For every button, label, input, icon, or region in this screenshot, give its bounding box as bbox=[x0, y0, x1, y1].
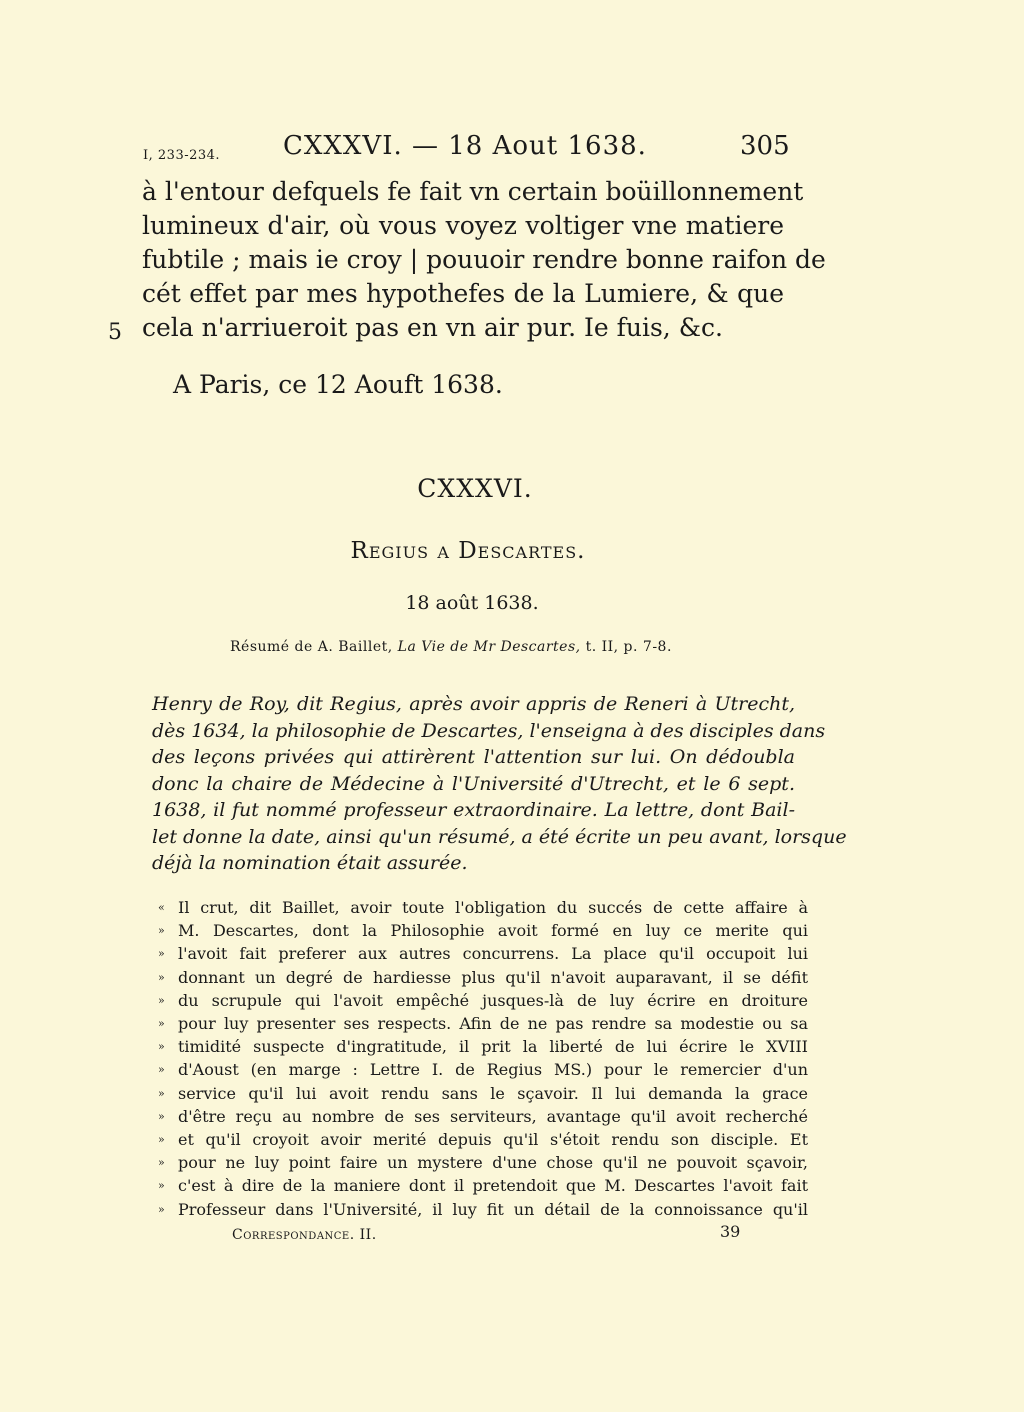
quote-line bbox=[158, 1151, 808, 1174]
text-line: cela n'arriueroit pas en vn air pur. Ie fuis, &c. bbox=[142, 313, 723, 342]
letter-heading: Regius a Descartes. bbox=[350, 538, 586, 564]
quote-text: d'être reçu au nombre de ses serviteurs, avantage qu'il avoit recherché bbox=[178, 1106, 808, 1126]
quote-line bbox=[158, 919, 808, 942]
letter-closing: A Paris, ce 12 Aouft 1638. bbox=[173, 370, 503, 399]
quote-line bbox=[158, 1105, 808, 1128]
quote-line bbox=[158, 1128, 808, 1151]
quote-line bbox=[158, 1198, 808, 1221]
quote-text: du scrupule qui l'avoit empêché jusques-là de luy écrire en droiture bbox=[178, 990, 808, 1010]
quote-text: Il crut, dit Baillet, avoir toute l'obligation du succés de cette affaire à bbox=[178, 898, 808, 917]
source-title: La Vie de Mr Descartes, bbox=[397, 639, 581, 655]
quote-line bbox=[158, 1174, 808, 1197]
quote-mark: » bbox=[158, 924, 165, 938]
baillet-quotation bbox=[158, 896, 808, 1221]
editorial-introduction bbox=[152, 691, 847, 877]
intro-line: dès 1634, la philosophie de Descartes, l'enseigna à des disciples dans bbox=[152, 719, 826, 742]
source-suffix: t. II, p. 7-8. bbox=[585, 639, 672, 655]
letter-number: CXXXVI. bbox=[417, 474, 533, 503]
quote-text: c'est à dire de la maniere dont il pretendoit que M. Descartes l'avoit fait bbox=[178, 1176, 808, 1196]
quote-mark: » bbox=[158, 1179, 165, 1193]
quote-line bbox=[158, 942, 808, 965]
quote-text: service qu'il lui avoit rendu sans le sçavoir. Il lui demanda la grace bbox=[178, 1083, 808, 1103]
quote-mark: » bbox=[158, 1133, 165, 1147]
line-number-marker: 5 bbox=[108, 320, 122, 345]
sheet-number: 39 bbox=[720, 1222, 741, 1241]
quote-mark: » bbox=[158, 1156, 165, 1170]
quote-text: Professeur dans l'Université, il luy fit un détail de la connoissance qu'il bbox=[178, 1199, 808, 1219]
quote-mark: » bbox=[158, 1202, 165, 1216]
quote-line bbox=[158, 1082, 808, 1105]
quote-line bbox=[158, 1058, 808, 1081]
letter-source bbox=[230, 639, 672, 655]
running-title: CXXXVI. — 18 Aout 1638. bbox=[283, 131, 647, 161]
signature-mark: Correspondance. II. bbox=[232, 1227, 377, 1243]
quote-line bbox=[158, 1035, 808, 1058]
quote-mark: » bbox=[158, 1040, 165, 1054]
text-line: fubtile ; mais ie croy | pouuoir rendre bonne raifon de bbox=[142, 245, 826, 274]
intro-line: des leçons privées qui attirèrent l'attention sur lui. On dédoubla bbox=[152, 746, 795, 768]
text-line: cét effet par mes hypothefes de la Lumiere, & que bbox=[142, 279, 784, 308]
running-reference: I, 233-234. bbox=[143, 148, 221, 163]
intro-line: déjà la nomination était assurée. bbox=[152, 852, 468, 874]
intro-line: 1638, il fut nommé professeur extraordinaire. La lettre, dont Bail- bbox=[152, 799, 795, 821]
intro-line: Henry de Roy, dit Regius, après avoir appris de Reneri à Utrecht, bbox=[152, 693, 795, 715]
continuation-text bbox=[142, 175, 826, 345]
source-prefix: Résumé de A. Baillet, bbox=[230, 639, 393, 655]
quote-mark: » bbox=[158, 1017, 165, 1031]
quote-text: timidité suspecte d'ingratitude, il prit la liberté de lui écrire le XVIII bbox=[178, 1037, 808, 1057]
page-number: 305 bbox=[740, 131, 790, 161]
quote-mark: « bbox=[158, 901, 165, 914]
quote-mark: » bbox=[158, 947, 165, 961]
intro-line: donc la chaire de Médecine à l'Université d'Utrecht, et le 6 sept. bbox=[152, 772, 795, 795]
quote-line bbox=[158, 896, 808, 919]
quote-text: M. Descartes, dont la Philosophie avoit formé en luy ce merite qui bbox=[178, 921, 808, 941]
letter-date: 18 août 1638. bbox=[405, 592, 539, 614]
quote-mark: » bbox=[158, 1063, 165, 1077]
quote-mark: » bbox=[158, 1109, 165, 1123]
quote-text: donnant un degré de hardiesse plus qu'il n'avoit auparavant, il se défit bbox=[178, 967, 808, 987]
text-line: lumineux d'air, où vous voyez voltiger vne matiere bbox=[142, 211, 784, 240]
quote-line bbox=[158, 966, 808, 989]
quote-mark: » bbox=[158, 970, 165, 984]
quote-mark: » bbox=[158, 1086, 165, 1100]
quote-mark: » bbox=[158, 993, 165, 1007]
intro-line: let donne la date, ainsi qu'un résumé, a été écrite un peu avant, lorsque bbox=[152, 825, 847, 848]
quote-text: et qu'il croyoit avoir merité depuis qu'il s'étoit rendu son disciple. Et bbox=[178, 1130, 808, 1150]
quote-text: d'Aoust (en marge : Lettre I. de Regius MS.) pour le remercier d'un bbox=[178, 1060, 808, 1080]
quote-line bbox=[158, 989, 808, 1012]
quote-text: pour ne luy point faire un mystere d'une chose qu'il ne pouvoit sçavoir, bbox=[178, 1153, 808, 1173]
quote-text: l'avoit fait preferer aux autres concurrens. La place qu'il occupoit lui bbox=[178, 944, 808, 964]
text-line: à l'entour defquels fe fait vn certain boüillonnement bbox=[142, 177, 804, 206]
quote-text: pour luy presenter ses respects. Afin de ne pas rendre sa modestie ou sa bbox=[178, 1014, 808, 1034]
quote-line bbox=[158, 1012, 808, 1035]
